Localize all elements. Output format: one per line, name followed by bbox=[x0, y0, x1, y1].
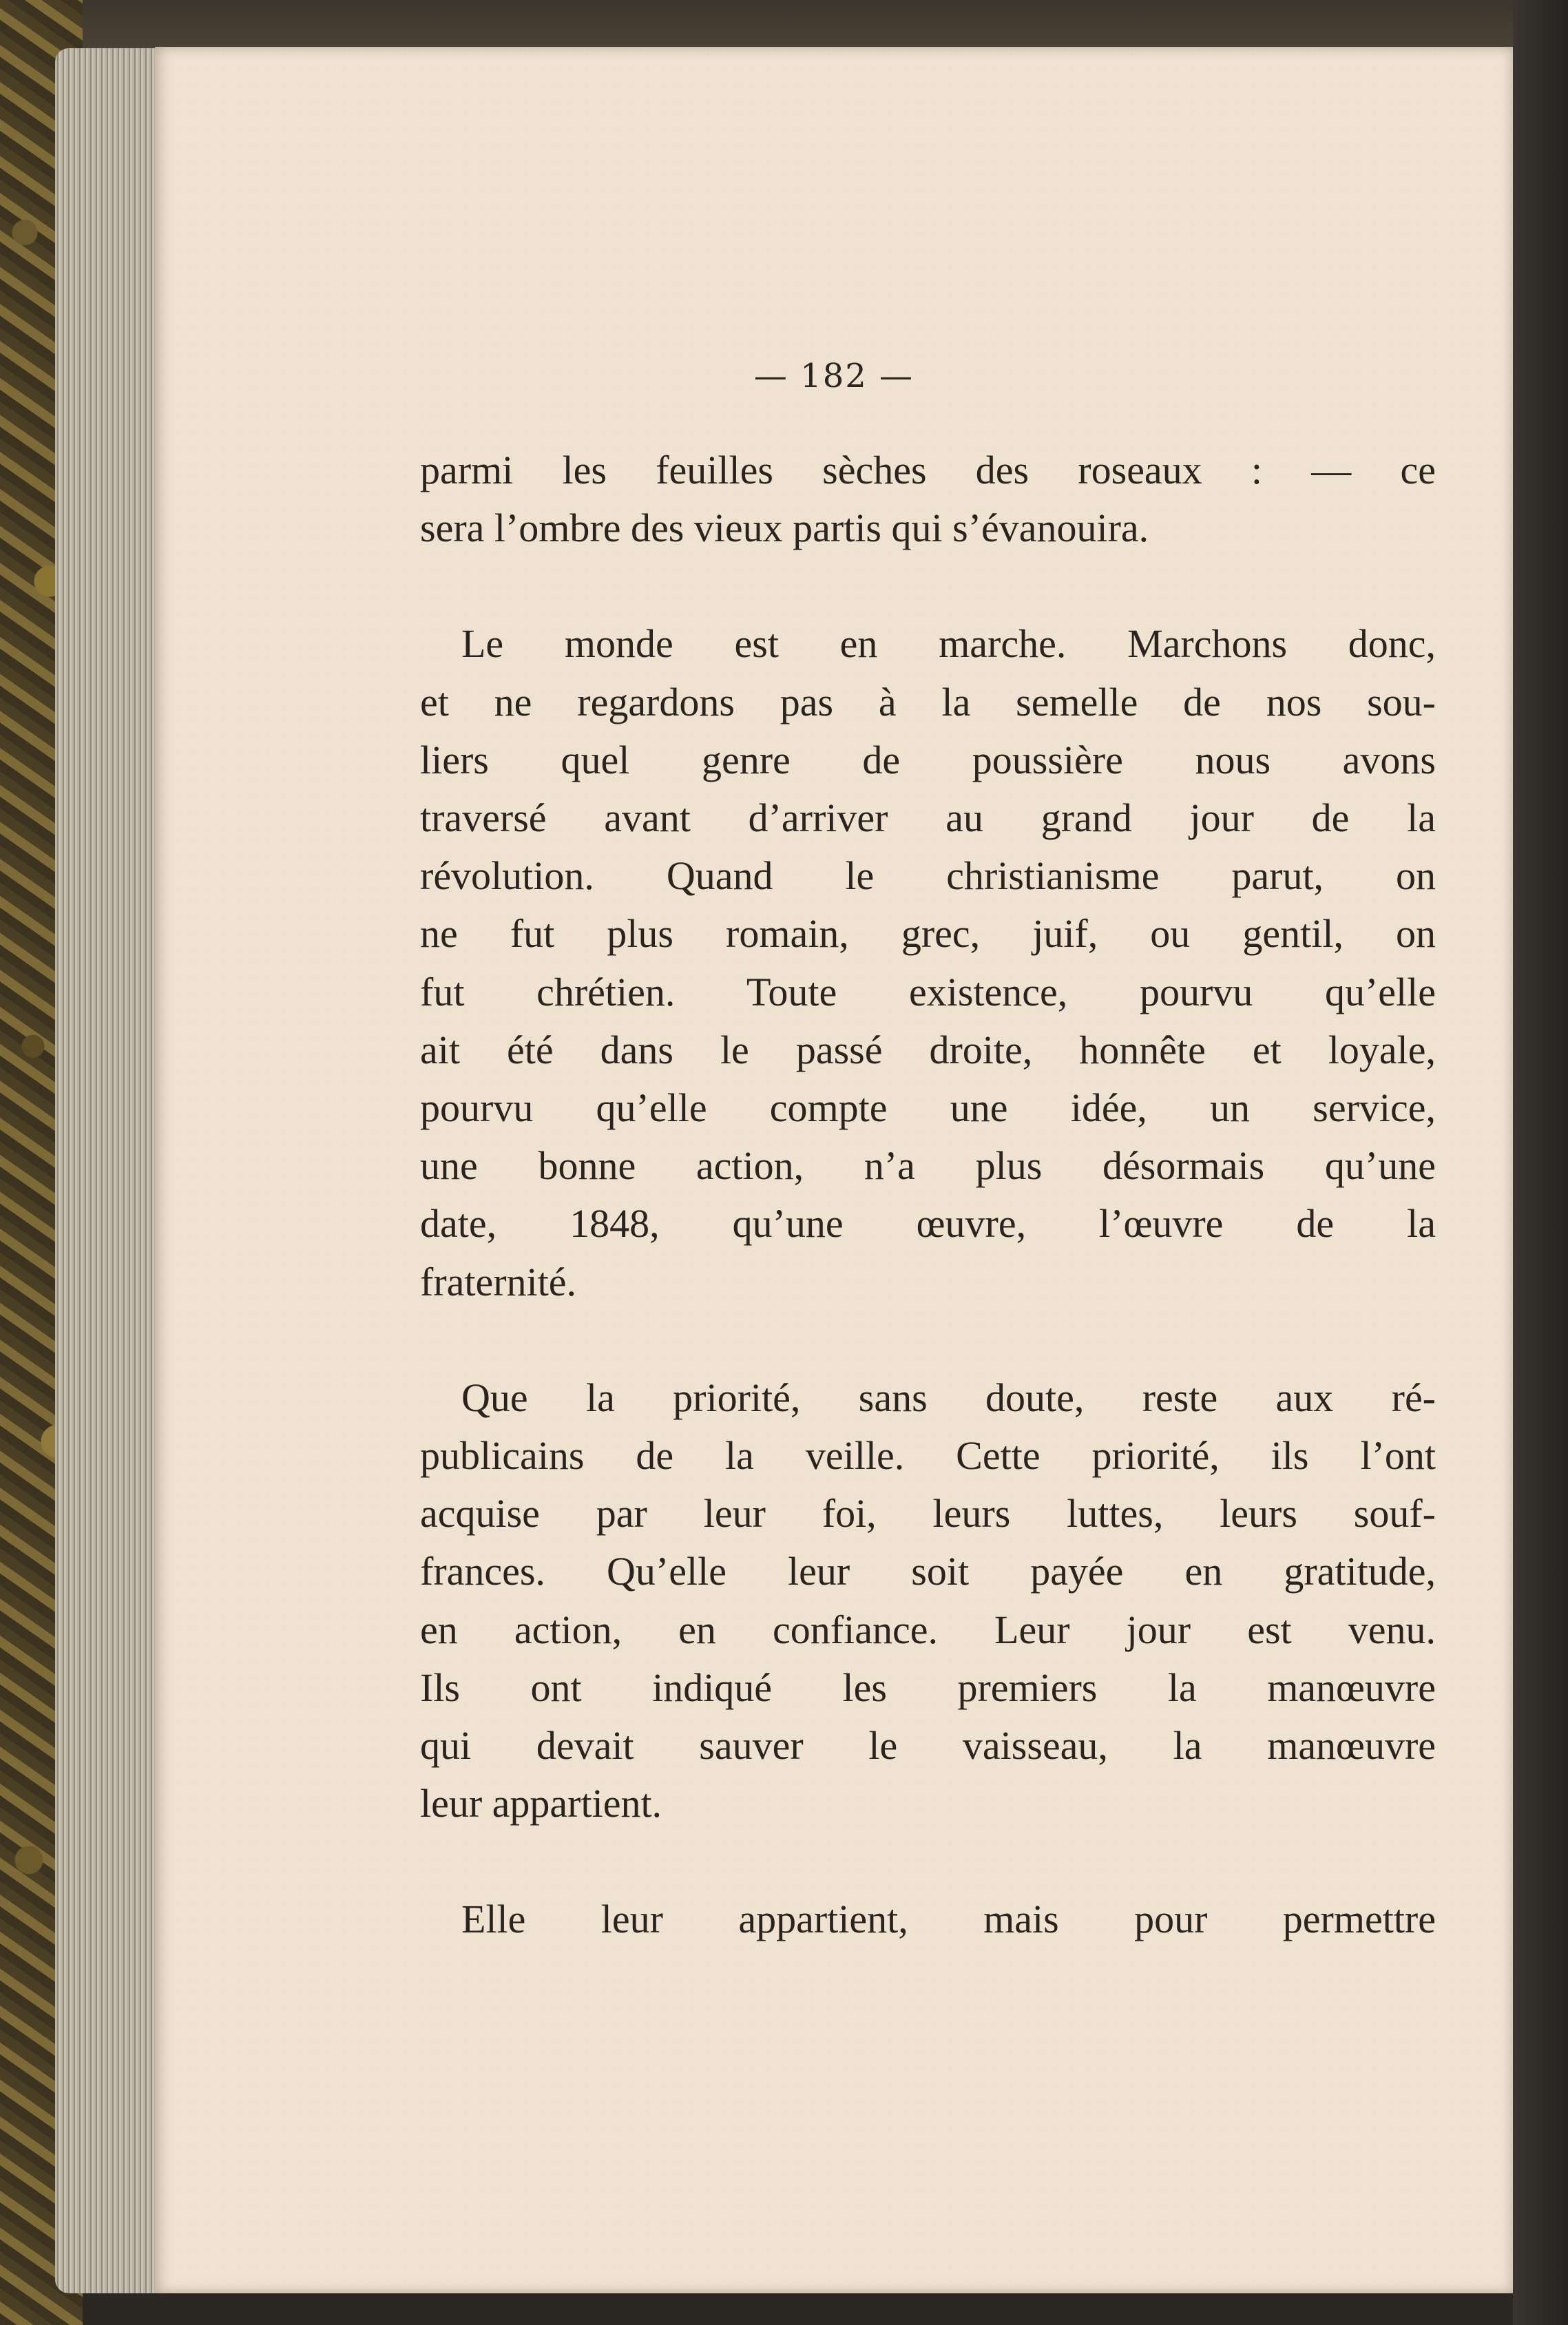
paragraph-gap bbox=[420, 557, 1436, 615]
binding-strip bbox=[1513, 0, 1568, 2325]
page-number: — 182 — bbox=[753, 357, 914, 395]
text-line: qui devait sauver le vaisseau, la manœuvre bbox=[420, 1723, 1436, 1769]
book-top-edge bbox=[0, 0, 1568, 48]
body-text bbox=[420, 441, 1436, 1949]
text-line: Ils ont indiqué les premiers la manœuvre bbox=[420, 1665, 1436, 1710]
text-line: en action, en confiance. Leur jour est venu. bbox=[420, 1607, 1436, 1652]
text-line: sera l’ombre des vieux partis qui s’évanouira. bbox=[420, 505, 1149, 551]
text-line: Elle leur appartient, mais pour permettre bbox=[461, 1897, 1436, 1942]
text-line: publicains de la veille. Cette priorité, ils l’ont bbox=[420, 1433, 1436, 1479]
text-line: et ne regardons pas à la semelle de nos sou- bbox=[420, 679, 1436, 724]
paragraph-gap bbox=[420, 1311, 1436, 1369]
text-line: ait été dans le passé droite, honnête et loyale, bbox=[420, 1027, 1436, 1072]
text-line: fraternité. bbox=[420, 1259, 577, 1304]
text-line: pourvu qu’elle compte une idée, un service, bbox=[420, 1085, 1436, 1131]
text-line: traversé avant d’arriver au grand jour de la bbox=[420, 795, 1436, 841]
text-line: frances. Qu’elle leur soit payée en gratitude, bbox=[420, 1549, 1436, 1594]
text-line: date, 1848, qu’une œuvre, l’œuvre de la bbox=[420, 1201, 1436, 1247]
text-line: révolution. Quand le christianisme parut, on bbox=[420, 853, 1436, 899]
text-line: liers quel genre de poussière nous avons bbox=[420, 737, 1436, 782]
text-line: parmi les feuilles sèches des roseaux : — ce bbox=[420, 448, 1436, 492]
text-line: Le monde est en marche. Marchons donc, bbox=[461, 621, 1436, 667]
text-line: ne fut plus romain, grec, juif, ou gentil, on bbox=[420, 911, 1436, 957]
paragraph-gap bbox=[420, 1833, 1436, 1890]
text-line: leur appartient. bbox=[420, 1781, 662, 1826]
text-line: une bonne action, n’a plus désormais qu’une bbox=[420, 1143, 1436, 1189]
text-line: acquise par leur foi, leurs luttes, leurs souf- bbox=[420, 1491, 1436, 1536]
page-stack-edge bbox=[55, 48, 158, 2293]
book-page bbox=[155, 47, 1513, 2293]
text-line: Que la priorité, sans doute, reste aux ré- bbox=[461, 1375, 1436, 1420]
text-line: fut chrétien. Toute existence, pourvu qu’elle bbox=[420, 969, 1436, 1014]
